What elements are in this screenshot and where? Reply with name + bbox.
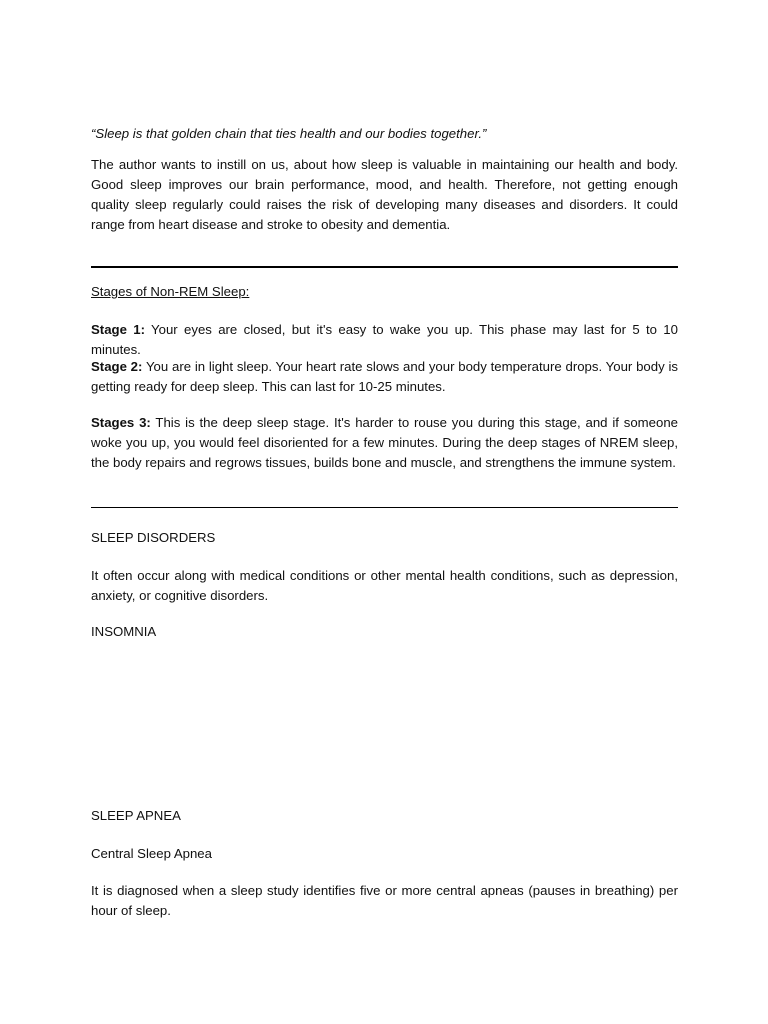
stage-3-paragraph — [91, 413, 678, 473]
stage-1-label: Stage 1: — [91, 322, 145, 337]
opening-quote: “Sleep is that golden chain that ties health and our bodies together.” — [91, 126, 487, 141]
sleep-disorders-paragraph: It often occur along with medical conditions or other mental health conditions, such as depression, anxiety, or cognitive disorders. — [91, 568, 678, 603]
stage-3-text: This is the deep sleep stage. It's harder to rouse you during this stage, and if someone woke you up, you would feel disoriented for a few minutes. During the deep stages of NREM sleep, the body repairs and regrows tissues, builds bone and muscle, and strengthens the immune system. — [91, 415, 678, 470]
stage-3-label: Stages 3: — [91, 415, 151, 430]
stage-2-label: Stage 2: — [91, 359, 143, 374]
stage-2-paragraph — [91, 357, 678, 397]
section-divider-thin — [91, 507, 678, 508]
stage-2-text: You are in light sleep. Your heart rate slows and your body temperature drops. Your body is getting ready for deep sleep. This can last for 10-25 minutes. — [91, 359, 678, 394]
insomnia-heading: INSOMNIA — [91, 624, 157, 639]
sleep-disorders-heading: SLEEP DISORDERS — [91, 530, 216, 545]
section-divider-thick — [91, 266, 678, 268]
document-page — [91, 0, 678, 1024]
intro-paragraph: The author wants to instill on us, about how sleep is valuable in maintaining our health and body. Good sleep improves our brain performance, mood, and health. Therefore, not getting enough quality sleep regularly could raises the risk of developing many diseases and disorders. It could range from heart disease and stroke to obesity and dementia. — [91, 157, 678, 232]
central-sleep-apnea-paragraph: It is diagnosed when a sleep study identifies five or more central apneas (pauses in breathing) per hour of sleep. — [91, 883, 678, 918]
sleep-apnea-heading: SLEEP APNEA — [91, 808, 181, 823]
stage-1-text: Your eyes are closed, but it's easy to wake you up. This phase may last for 5 to 10 minutes. — [91, 322, 678, 357]
stage-1-paragraph — [91, 320, 678, 360]
non-rem-heading: Stages of Non-REM Sleep: — [91, 284, 250, 299]
central-sleep-apnea-heading: Central Sleep Apnea — [91, 846, 212, 861]
